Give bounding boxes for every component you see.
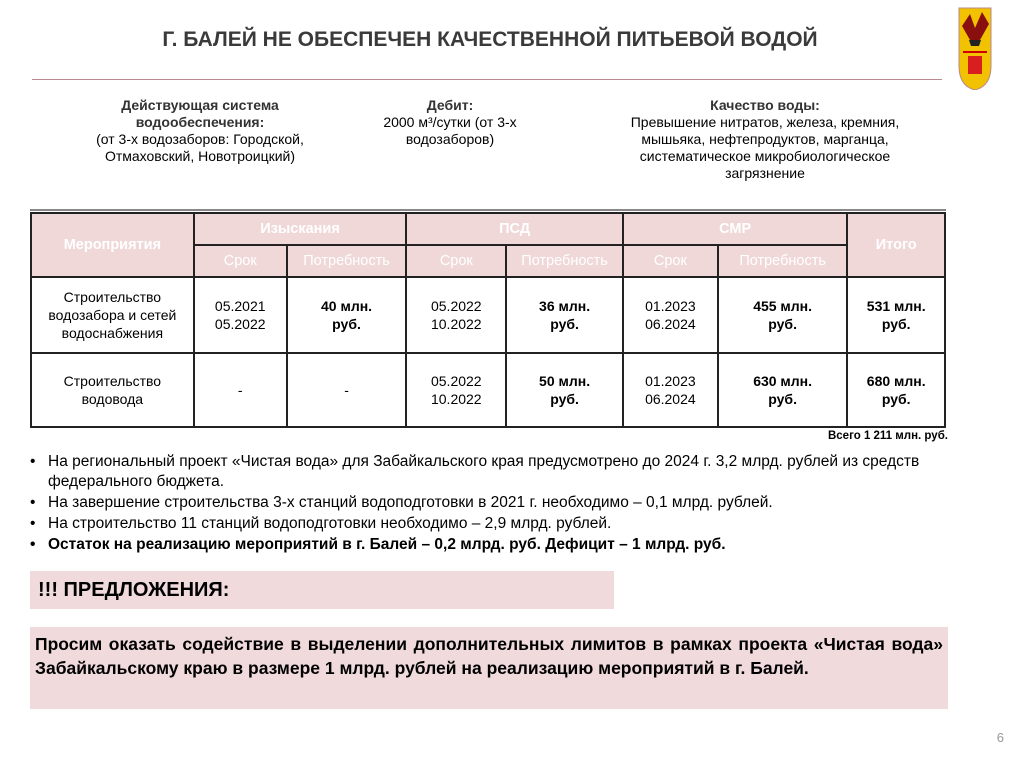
header-term: Срок [623, 245, 718, 277]
table-top-rule [30, 209, 946, 211]
water-quality-info [610, 97, 920, 182]
table-row [31, 353, 945, 427]
cell-total: 531 млн. руб. [847, 277, 945, 353]
page-number: 6 [996, 730, 1004, 745]
cell-need: 455 млн. руб. [718, 277, 848, 353]
info-heading: Дебит: [426, 97, 474, 113]
table-row [31, 277, 945, 353]
cell-need: 630 млн. руб. [718, 353, 848, 427]
cell-name: Строительство водозабора и сетей водоснабжения [31, 277, 194, 353]
info-text: 2000 м³/сутки (от 3-х водозаборов) [383, 114, 517, 147]
bullet-item: • Остаток на реализацию мероприятий в г. Балей – 0,2 млрд. руб. Дефицит – 1 млрд. руб. [28, 535, 928, 555]
info-text: Превышение нитратов, железа, кремния, мышьяка, нефтепродуктов, марганца, систематическое микробиологическое загрязнение [630, 114, 900, 181]
cell-term: 05.2022 10.2022 [406, 277, 506, 353]
bullet-item: • На строительство 11 станций водоподготовки необходимо – 2,9 млрд. рублей. [28, 514, 928, 534]
header-total: Итого [847, 213, 945, 277]
cell-name: Строительство водовода [31, 353, 194, 427]
cell-term: - [194, 353, 287, 427]
bullet-item: • На завершение строительства 3-х станций водоподготовки в 2021 г. необходимо – 0,1 млрд. рублей. [28, 493, 928, 513]
cell-total: 680 млн. руб. [847, 353, 945, 427]
proposals-heading: !!! ПРЕДЛОЖЕНИЯ: [30, 571, 614, 609]
divider [32, 79, 942, 80]
slide-title: Г. БАЛЕЙ НЕ ОБЕСПЕЧЕН КАЧЕСТВЕННОЙ ПИТЬЕВОЙ ВОДОЙ [162, 28, 818, 51]
cell-need: 40 млн. руб. [287, 277, 407, 353]
header-measures: Мероприятия [31, 213, 194, 277]
cell-term: 05.2021 05.2022 [194, 277, 287, 353]
header-survey: Изыскания [194, 213, 407, 245]
header-term: Срок [406, 245, 506, 277]
header-need: Потребность [718, 245, 848, 277]
coat-of-arms-logo [958, 6, 992, 90]
cell-term: 01.2023 06.2024 [623, 353, 718, 427]
grand-total: Всего 1 211 млн. руб. [827, 430, 948, 442]
header-need: Потребность [506, 245, 623, 277]
measures-table [30, 212, 946, 428]
info-heading: Качество воды: [710, 97, 820, 113]
supply-system-info [60, 97, 340, 165]
cell-need: 36 млн. руб. [506, 277, 623, 353]
header-psd: ПСД [406, 213, 623, 245]
bullet-item: • На региональный проект «Чистая вода» для Забайкальского края предусмотрено до 2024 г. 3,2 млрд. рублей из средств федерального бюджета. [28, 452, 928, 492]
header-term: Срок [194, 245, 287, 277]
cell-term: 05.2022 10.2022 [406, 353, 506, 427]
header-need: Потребность [287, 245, 407, 277]
cell-need: - [287, 353, 407, 427]
info-text: (от 3-х водозаборов: Городской, Отмаховский, Новотроицкий) [96, 131, 304, 164]
cell-need: 50 млн. руб. [506, 353, 623, 427]
request-text: Просим оказать содействие в выделении дополнительных лимитов в рамках проекта «Чистая вода» Забайкальскому краю в размере 1 млрд. рублей на реализацию мероприятий в г. Балей. [30, 627, 948, 709]
info-heading: Действующая система водообеспечения: [121, 97, 279, 130]
bullet-list [28, 452, 928, 556]
debit-info [370, 97, 530, 148]
header-smr: СМР [623, 213, 848, 245]
cell-term: 01.2023 06.2024 [623, 277, 718, 353]
